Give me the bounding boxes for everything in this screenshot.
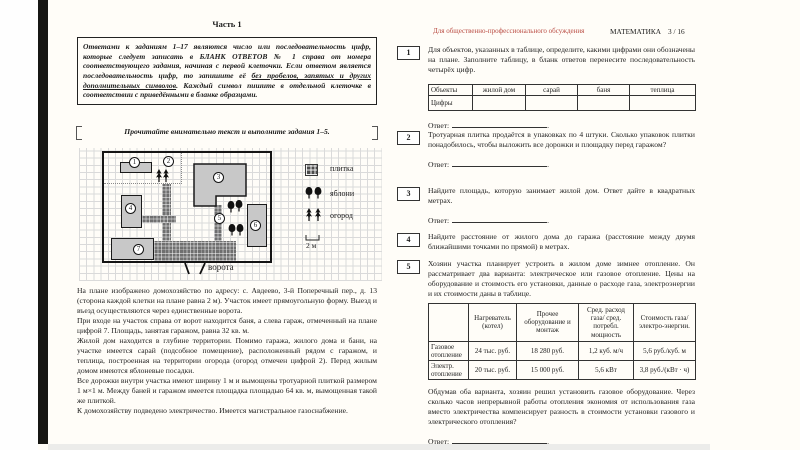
gas-cost: 5,6 руб./куб. м: [634, 341, 696, 360]
plan-number-5: 5: [214, 213, 225, 224]
task-1: [397, 45, 695, 130]
answer-label: Ответ:: [428, 160, 450, 170]
task-5-number-box: 5: [397, 260, 420, 274]
table-header-shed: сарай: [526, 85, 578, 96]
table-header-objects: Объекты: [429, 85, 473, 96]
answer-period: .: [547, 216, 550, 226]
answer-label: Ответ:: [428, 216, 450, 226]
answer-period: .: [547, 437, 550, 447]
electric-boiler-price: 20 тыс. руб.: [469, 360, 517, 379]
table-row: [429, 341, 696, 360]
page-edge-bar: [38, 0, 48, 444]
task-2: [397, 130, 695, 169]
scale-bracket-icon: [306, 235, 319, 240]
answer-blank: [452, 436, 550, 447]
gas-boiler-price: 24 тыс. руб.: [469, 341, 517, 360]
gas-consumption: 1,2 куб. м/ч: [579, 341, 634, 360]
read-prompt-text: Прочитайте внимательно текст и выполните задания 1–5.: [124, 127, 330, 136]
task-3-text: Найдите площадь, которую занимает жилой дом. Ответ дайте в квадратных метрах.: [428, 186, 695, 206]
table-cell-empty: [526, 96, 578, 111]
description-paragraph: При входе на участок справа от ворот находится баня, а слева гараж, отмеченный на плане цифрой 7. Площадь, занятая гаражом, равна 32 кв. м.: [77, 316, 377, 336]
task-5-table: [428, 303, 696, 379]
task-3-answer-line: [428, 215, 695, 225]
task-1-text: Для объектов, указанных в таблице, определите, какими цифрами они обозначены на плане. Заполните таблицу, в бланк ответов перенесите последовательность четырёх цифр.: [428, 45, 695, 75]
apple-tree-icon: [237, 224, 244, 236]
gate-marks-icon: [185, 263, 205, 274]
gas-equipment-price: 18 280 руб.: [517, 341, 579, 360]
electric-equipment-price: 15 000 руб.: [517, 360, 579, 379]
left-column: [77, 0, 377, 450]
tile-icon: [305, 164, 318, 176]
instruction-text-pre: Ответами к заданиям 1–17 являются число или последовательность цифр, которые следует записать в БЛАНК ОТВЕТОВ № 1 справа от номера соответствующего задания, начиная с первой клеточки. Если ответом является последовательность цифр, то запишите её: [83, 42, 371, 80]
plan-number-6: 6: [250, 220, 261, 231]
legend-label-garden: огород: [330, 211, 353, 220]
garden-icon: [306, 208, 312, 221]
task-1-number-box: 1: [397, 46, 420, 60]
garden-icon: [156, 169, 162, 182]
heating-table-header-consumption: Сред. расход газа/ сред. потребл. мощность: [579, 304, 634, 341]
answer-label: Ответ:: [428, 121, 450, 131]
plan-number-7: 7: [133, 244, 144, 255]
right-column: [397, 0, 695, 450]
task-5: [397, 259, 695, 446]
apple-tree-icon: [315, 187, 322, 199]
bracket-left: [76, 126, 82, 140]
task-2-number-box: 2: [397, 131, 420, 145]
task-3: [397, 186, 695, 225]
task-5-answer-line: [428, 436, 695, 446]
answer-period: .: [547, 160, 550, 170]
table-header-banya: баня: [578, 85, 630, 96]
answer-period: .: [547, 121, 550, 131]
task-4-number-box: 4: [397, 233, 420, 247]
garden-icon: [163, 169, 169, 182]
instruction-text-underlined: без пробелов, запятых и других дополнительных символов: [83, 70, 371, 90]
site-plan-figure: [79, 148, 382, 281]
answer-blank: [452, 215, 550, 226]
task-2-text: Тротуарная плитка продаётся в упаковках по 4 штуки. Сколько упаковок плитки понадобилось, чтобы выложить все дорожки и площадку перед гаражом?: [428, 130, 695, 150]
heating-table-header-empty: [429, 304, 469, 341]
apple-tree-icon: [228, 201, 235, 213]
answer-label: Ответ:: [428, 437, 450, 447]
instruction-box: [77, 37, 377, 105]
building-house-l-shape: [194, 164, 246, 206]
task-4-text: Найдите расстояние от жилого дома до гаража (расстояние между двумя ближайшими точками по прямой) в метрах.: [428, 232, 695, 252]
heating-table-header-equipment: Прочее оборудование и монтаж: [517, 304, 579, 341]
review-note: Для общественно-профессионального обсуждения: [433, 27, 585, 35]
heating-table-header-boiler: Нагреватель (котел): [469, 304, 517, 341]
table-header-greenhouse: теплица: [630, 85, 696, 96]
electric-power: 5,6 кВт: [579, 360, 634, 379]
description-paragraph: Все дорожки внутри участка имеют ширину 1 м и вымощены тротуарной плиткой размером 1 м×1 м. Между баней и гаражом имеется площадка площадью 64 кв. м, вымощенная такой же плиткой.: [77, 376, 377, 406]
plan-number-2: 2: [163, 156, 174, 167]
garden-icon: [315, 208, 321, 221]
page-header: [397, 27, 695, 39]
bracket-right: [372, 126, 378, 140]
legend-label-apples: яблони: [330, 189, 355, 198]
task-5-question: Обдумав оба варианта, хозяин решил установить газовое оборудование. Через сколько часов непрерывной работы отопления экономия от использования газа вместо электричества компенсирует разность в стоимости установки газового и электрического отопления?: [428, 386, 695, 427]
subject-label: МАТЕМАТИКА: [610, 27, 662, 36]
apple-tree-icon: [236, 200, 243, 212]
read-prompt: [79, 127, 375, 136]
row-label-gas: Газовое отопление: [429, 341, 469, 360]
page-number: 3 / 16: [668, 27, 685, 36]
table-cell-empty: [630, 96, 696, 111]
instruction-text-post: . Каждый символ пишите в отдельной клеточке в соответствии с приведёнными в бланке образцами.: [83, 80, 371, 100]
description-paragraph: Жилой дом находится в глубине территории. Помимо гаража, жилого дома и бани, на участке имеется сарай (подсобное помещение), расположенный рядом с гаражом, и теплица, построенная на территории огорода (огород отмечен цифрой 2). Перед жилым домом имеются яблоневые посадки.: [77, 336, 377, 376]
table-row-label-digits: Цифры: [429, 96, 473, 111]
apple-tree-icon: [306, 187, 313, 199]
table-cell-empty: [473, 96, 526, 111]
row-label-electric: Электр. отопление: [429, 360, 469, 379]
part-title: Часть 1: [212, 19, 242, 29]
task-5-text: Хозяин участка планирует устроить в жилом доме зимнее отопление. Он рассматривает два варианта: электрическое или газовое отопление. Цены на оборудование и стоимость его установки, данные о расходе газа, электроэнергии и их стоимости даны в таблице.: [428, 259, 695, 299]
task-2-answer-line: [428, 159, 695, 169]
table-row: [429, 360, 696, 379]
subject-and-page: [610, 27, 685, 36]
electric-cost: 3,8 руб./(кВт · ч): [634, 360, 696, 379]
heating-table-header-cost: Стоимость газа/электро-энергии.: [634, 304, 696, 341]
plan-number-3: 3: [213, 172, 224, 183]
table-header-house: жилой дом: [473, 85, 526, 96]
table-cell-empty: [578, 96, 630, 111]
apple-tree-icon: [229, 224, 236, 236]
answer-blank: [452, 159, 550, 170]
scale-label: 2 м: [306, 241, 317, 250]
description-paragraph: К домохозяйству подведено электричество. Имеется магистральное газоснабжение.: [77, 406, 348, 416]
task-3-number-box: 3: [397, 187, 420, 201]
legend-label-tile: плитка: [330, 164, 354, 173]
task-1-answer-line: [428, 120, 695, 130]
answer-blank: [452, 120, 550, 131]
task-4: [397, 232, 695, 252]
gate-label: ворота: [208, 262, 234, 272]
description-paragraph: На плане изображено домохозяйство по адресу: с. Авдеево, 3-й Поперечный пер., д. 13 (сторона каждой клетки на плане равна 2 м). Участок имеет прямоугольную форму. Выезд и въезд осуществляются через единственные ворота.: [77, 286, 377, 316]
plan-number-1: 1: [129, 157, 140, 168]
viewer-left-margin: [0, 0, 38, 450]
plan-number-4: 4: [125, 203, 136, 214]
plan-description: [77, 286, 377, 416]
task-1-table: [428, 84, 696, 111]
